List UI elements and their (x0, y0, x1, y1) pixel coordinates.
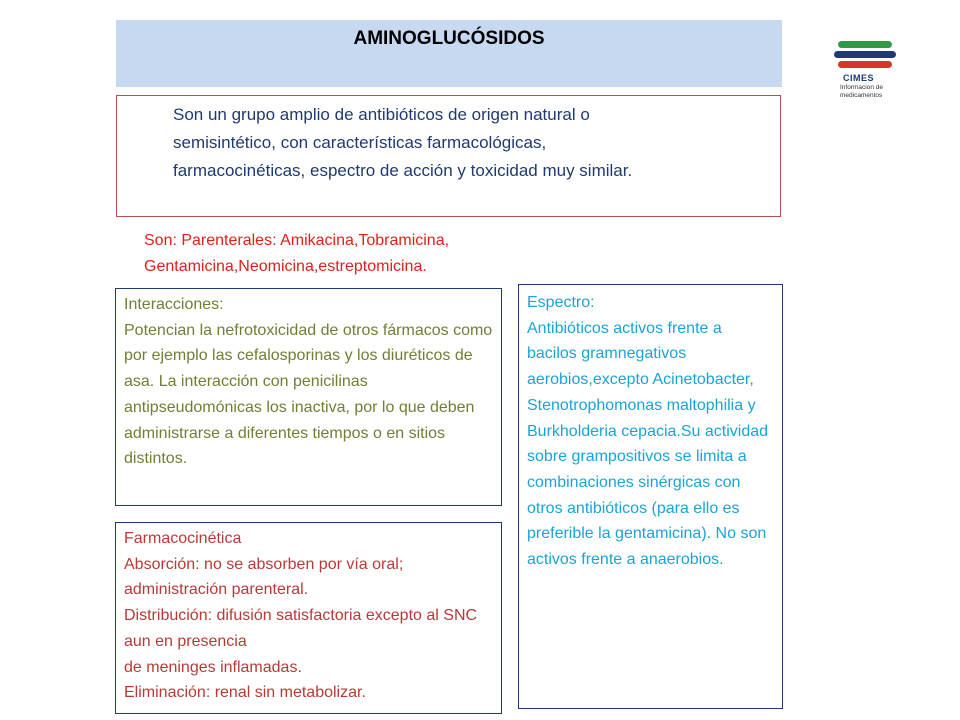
farmacocinetica-heading: Farmacocinética (124, 530, 242, 547)
interacciones-body: Potencian la nefrotoxicidad de otros fármacos como por ejemplo las cefalosporinas y los diuréticos de asa. La interacción con penicilinas antipseudomónicas los inactiva, por lo que deben administrarse a diferentes tiempos o en sitios distintos. (124, 321, 493, 468)
espectro-box (518, 284, 783, 709)
logo-stripe-red (838, 61, 892, 68)
farmacocinetica-eliminacion: Eliminación: renal sin metabolizar. (124, 684, 366, 702)
farmacocinetica-absorcion: Absorción: no se absorben por vía oral; administración parenteral. (124, 555, 404, 599)
logo-name: CIMES (843, 73, 875, 83)
espectro-heading: Espectro: (527, 294, 595, 311)
espectro-body: Antibióticos activos frente a bacilos gramnegativos aerobios,excepto Acinetobacter, Stenotrophomonas maltophilia y Burkholderia cepacia.Su actividad sobre grampositivos se limita a combinaciones sinérgicas con otros antibióticos (para ello es preferible la gentamicina). No son activos frente a anaerobios. (527, 319, 769, 569)
title-banner (116, 20, 782, 87)
farmacocinetica-distribucion-2: de meninges inflamadas. (124, 658, 302, 676)
interacciones-heading: Interacciones: (124, 296, 224, 313)
logo-stripe-green (838, 41, 892, 48)
farmacocinetica-distribucion-1: Distribución: difusión satisfactoria excepto al SNC aun en presencia (124, 607, 478, 650)
logo-stripe-blue (834, 51, 896, 58)
interacciones-box (115, 288, 502, 506)
farmacocinetica-box (115, 522, 502, 714)
definition-text: Son un grupo amplio de antibióticos de origen natural o semisintético, con características farmacológicas, farmacocinéticas, espectro de acción y toxicidad muy similar. (173, 105, 633, 180)
parenteral-list: Son: Parenterales: Amikacina,Tobramicina, Gentamicina,Neomicina,estreptomicina. (144, 232, 450, 275)
logo-subtitle: Informacion de medicamentos (840, 84, 883, 99)
page-title: AMINOGLUCÓSIDOS (353, 28, 545, 49)
